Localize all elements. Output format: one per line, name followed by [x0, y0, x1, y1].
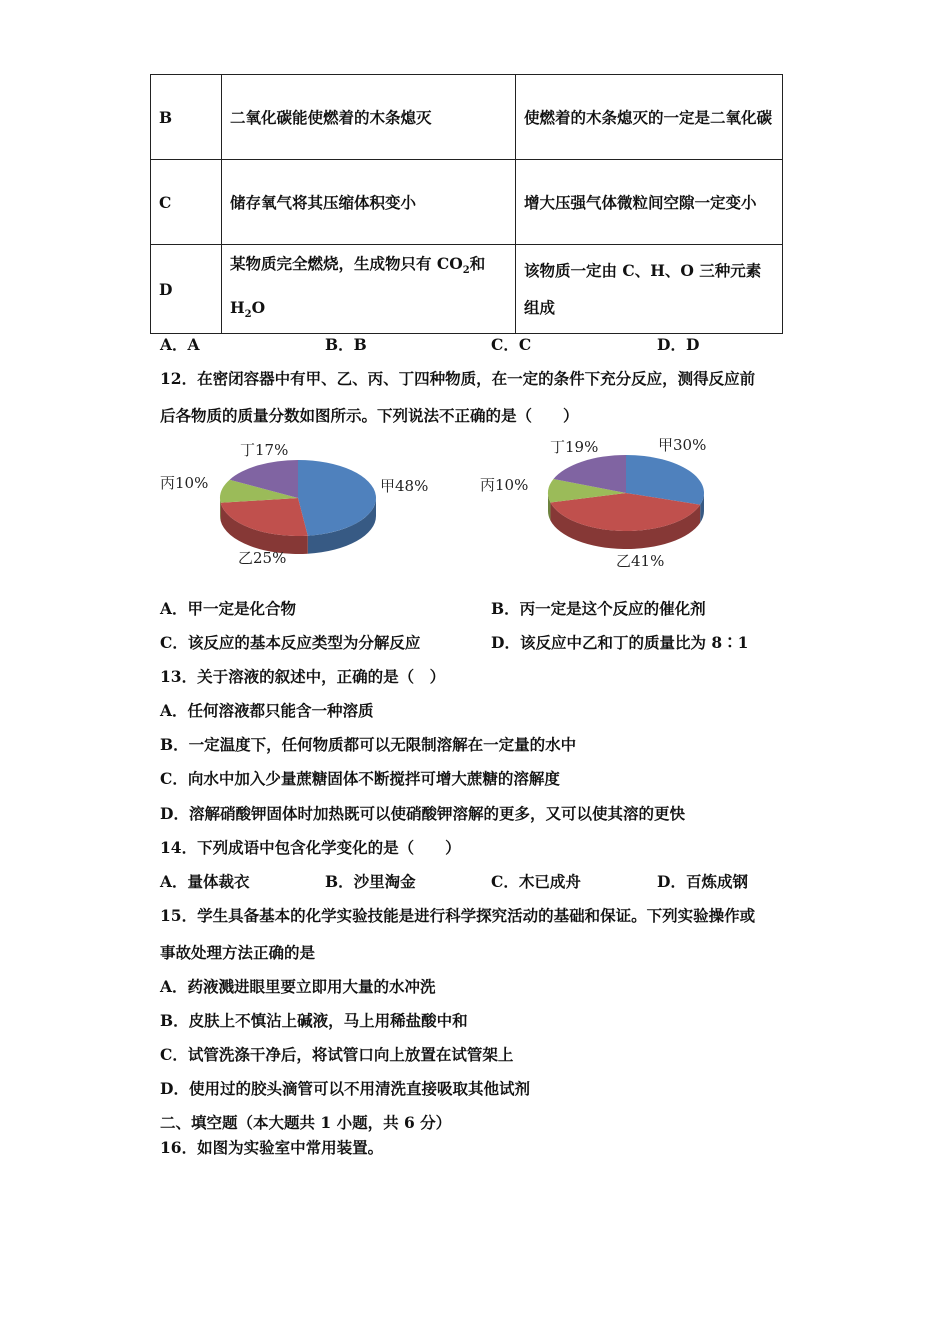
pie-label-yi-before: 乙25% [238, 549, 287, 567]
q14-option-a: A．量体裁衣 [160, 872, 250, 891]
pie-label-bing-before: 丙10% [160, 474, 209, 492]
q15-option-b: B．皮肤上不慎沾上碱液，马上用稀盐酸中和 [160, 1011, 468, 1030]
q15-option-c: C．试管洗涤干净后，将试管口向上放置在试管架上 [160, 1045, 514, 1064]
q12-option-b: B．丙一定是这个反应的催化剂 [491, 599, 706, 618]
q14-stem: 14．下列成语中包含化学变化的是（ ） [160, 838, 461, 857]
pie-label-yi-after: 乙41% [616, 552, 665, 570]
pie-label-bing-after: 丙10% [480, 476, 529, 494]
table-row [151, 160, 783, 245]
q12-stem-line1: 12．在密闭容器中有甲、乙、丙、丁四种物质，在一定的条件下充分反应，测得反应前 [160, 369, 756, 388]
row-conclusion: 该物质一定由 C、H、O 三种元素组成 [516, 245, 783, 334]
pie-chart-before [220, 460, 376, 554]
q11-option-d: D．D [657, 335, 700, 354]
q12-stem-line2: 后各物质的质量分数如图所示。下列说法不正确的是（ ） [160, 406, 579, 425]
q11-option-b: B．B [325, 335, 367, 354]
q13-option-a: A．任何溶液都只能含一种溶质 [160, 701, 374, 720]
row-key: C [151, 160, 222, 245]
pie-chart-after [548, 455, 704, 549]
q14-option-b: B．沙里淘金 [325, 872, 416, 891]
q12-option-a: A．甲一定是化合物 [160, 599, 297, 618]
q12-option-d: D．该反应中乙和丁的质量比为 8∶1 [491, 633, 749, 652]
pie-label-ding-before: 丁17% [240, 441, 289, 459]
q16-stem: 16．如图为实验室中常用装置。 [160, 1138, 384, 1157]
row-statement: 某物质完全燃烧，生成物只有 $CO_2$和 $H_2O$ [222, 245, 516, 334]
q12-option-c: C．该反应的基本反应类型为分解反应 [160, 633, 421, 652]
row-statement: 储存氧气将其压缩体积变小 [222, 160, 516, 245]
q14-option-d: D．百炼成钢 [657, 872, 748, 891]
q11-options-table [150, 74, 783, 334]
pie-label-jia-before: 甲48% [380, 477, 429, 495]
q15-stem-line2: 事故处理方法正确的是 [160, 943, 316, 962]
q14-option-c: C．木已成舟 [491, 872, 581, 891]
row-statement: 二氧化碳能使燃着的木条熄灭 [222, 75, 516, 160]
row-key: B [151, 75, 222, 160]
row-key: D [151, 245, 222, 334]
pie-label-jia-after: 甲30% [658, 436, 707, 454]
q15-option-d: D．使用过的胶头滴管可以不用清洗直接吸取其他试剂 [160, 1079, 530, 1098]
table-row [151, 245, 783, 334]
q13-stem: 13．关于溶液的叙述中，正确的是（ ） [160, 667, 446, 686]
table-row [151, 75, 783, 160]
q11-option-a: A．A [160, 335, 200, 354]
row-conclusion: 增大压强气体微粒间空隙一定变小 [516, 160, 783, 245]
q15-stem-line1: 15．学生具备基本的化学实验技能是进行科学探究活动的基础和保证。下列实验操作或 [160, 906, 756, 925]
q13-option-d: D．溶解硝酸钾固体时加热既可以使硝酸钾溶解的更多，又可以使其溶的更快 [160, 804, 685, 823]
pie-charts [150, 430, 770, 580]
pie-label-ding-after: 丁19% [550, 438, 599, 456]
q11-option-c: C．C [491, 335, 532, 354]
q13-option-c: C．向水中加入少量蔗糖固体不断搅拌可增大蔗糖的溶解度 [160, 769, 560, 788]
q15-option-a: A．药液溅进眼里要立即用大量的水冲洗 [160, 977, 436, 996]
q13-option-b: B．一定温度下，任何物质都可以无限制溶解在一定量的水中 [160, 735, 577, 754]
row-conclusion: 使燃着的木条熄灭的一定是二氧化碳 [516, 75, 783, 160]
section-heading: 二、填空题（本大题共 1 小题，共 6 分） [160, 1113, 452, 1132]
